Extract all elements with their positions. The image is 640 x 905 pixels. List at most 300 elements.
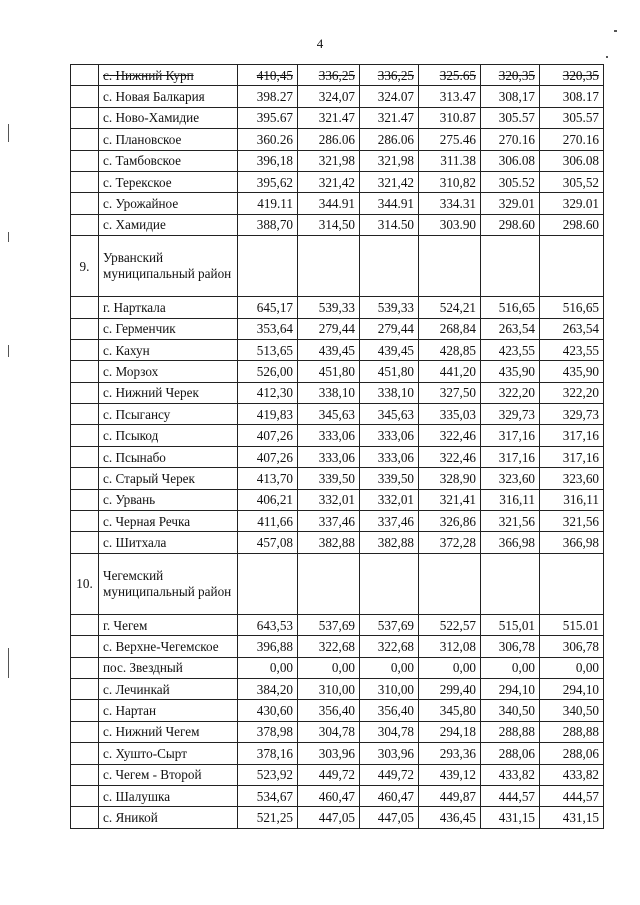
value-cell <box>360 446 419 467</box>
value-text: 382,88 <box>377 535 414 551</box>
name-text: с. Ново-Хамидие <box>103 110 200 126</box>
value-cell <box>419 511 481 532</box>
value-cell <box>481 214 540 235</box>
value-cell <box>540 236 604 297</box>
value-cell <box>481 361 540 382</box>
value-text: 340,50 <box>498 703 535 719</box>
table-row <box>71 489 604 510</box>
value-text: 308,17 <box>498 89 535 105</box>
value-cell <box>360 65 419 86</box>
value-cell <box>481 107 540 128</box>
value-cell <box>238 785 298 806</box>
value-cell <box>540 721 604 742</box>
value-text: 317,16 <box>498 428 535 444</box>
value-cell <box>540 553 604 614</box>
value-text: 324,07 <box>318 89 355 105</box>
name-text: с. Псынабо <box>103 449 166 465</box>
value-cell <box>238 614 298 635</box>
value-cell <box>298 129 360 150</box>
scan-mark <box>8 232 9 242</box>
name-text: с. Нижний Курп <box>103 67 194 83</box>
value-cell <box>360 382 419 403</box>
name-text: с. Герменчик <box>103 321 176 337</box>
value-text: 0,00 <box>511 660 535 676</box>
value-text: 294,18 <box>439 724 476 740</box>
value-cell <box>419 553 481 614</box>
value-text: 431,15 <box>498 810 535 826</box>
value-cell <box>238 297 298 318</box>
value-cell <box>540 657 604 678</box>
settlement-name <box>99 318 238 339</box>
table-row <box>71 807 604 828</box>
value-cell <box>298 764 360 785</box>
row-number <box>71 425 99 446</box>
row-number: 9. <box>71 236 99 297</box>
row-number <box>71 382 99 403</box>
value-cell <box>540 468 604 489</box>
settlement-name <box>99 489 238 510</box>
value-text: 322,20 <box>498 385 535 401</box>
value-text: 316,11 <box>499 492 535 508</box>
value-text: 516,65 <box>498 299 535 315</box>
value-cell <box>360 553 419 614</box>
value-text: 444,57 <box>562 788 599 804</box>
value-text: 321,98 <box>318 153 355 169</box>
section-row <box>71 236 604 297</box>
value-text: 321,56 <box>498 513 535 529</box>
value-cell <box>481 511 540 532</box>
value-cell <box>238 404 298 425</box>
value-cell <box>238 532 298 553</box>
value-text: 299,40 <box>439 681 476 697</box>
name-text: г. Нарткала <box>103 299 166 315</box>
row-number <box>71 721 99 742</box>
value-text: 305.52 <box>498 174 535 190</box>
value-text: 328,90 <box>439 470 476 486</box>
value-text: 412,30 <box>256 385 293 401</box>
value-cell <box>419 361 481 382</box>
value-cell <box>238 339 298 360</box>
value-text: 337,46 <box>377 513 414 529</box>
value-cell <box>360 339 419 360</box>
value-text: 515,01 <box>498 617 535 633</box>
value-cell <box>238 678 298 699</box>
value-cell <box>298 361 360 382</box>
value-cell <box>419 785 481 806</box>
value-cell <box>481 65 540 86</box>
name-text: с. Нижний Чегем <box>103 724 200 740</box>
value-text: 537,69 <box>318 617 355 633</box>
value-text: 263,54 <box>498 321 535 337</box>
value-text: 457,08 <box>256 535 293 551</box>
value-text: 523,92 <box>256 767 293 783</box>
value-cell <box>540 511 604 532</box>
value-text: 279,44 <box>377 321 414 337</box>
settlement-name <box>99 86 238 107</box>
value-cell <box>481 425 540 446</box>
value-text: 322,20 <box>562 385 599 401</box>
value-cell <box>238 318 298 339</box>
value-text: 333,06 <box>377 449 414 465</box>
value-cell <box>419 404 481 425</box>
value-cell <box>419 678 481 699</box>
value-text: 356,40 <box>318 703 355 719</box>
value-text: 0,00 <box>390 660 414 676</box>
value-text: 286.06 <box>377 131 414 147</box>
name-text: Чегемский муниципальный район <box>103 567 232 599</box>
settlement-name <box>99 361 238 382</box>
value-text: 643,53 <box>256 617 293 633</box>
settlement-name <box>99 297 238 318</box>
value-cell <box>298 65 360 86</box>
value-cell <box>481 446 540 467</box>
value-text: 433,82 <box>498 767 535 783</box>
table-row <box>71 129 604 150</box>
row-number <box>71 107 99 128</box>
value-cell <box>238 150 298 171</box>
row-number <box>71 150 99 171</box>
row-number <box>71 807 99 828</box>
settlement-name <box>99 171 238 192</box>
value-cell <box>298 807 360 828</box>
value-text: 303,96 <box>377 745 414 761</box>
table-row <box>71 171 604 192</box>
name-text: с. Кахун <box>103 342 150 358</box>
value-text: 345,63 <box>377 406 414 422</box>
name-text: с. Лечинкай <box>103 681 170 697</box>
value-text: 310.87 <box>439 110 476 126</box>
value-text: 460,47 <box>318 788 355 804</box>
value-cell <box>540 807 604 828</box>
value-cell <box>298 721 360 742</box>
value-text: 524,21 <box>439 299 476 315</box>
row-number <box>71 65 99 86</box>
section-row <box>71 553 604 614</box>
value-text: 356,40 <box>377 703 414 719</box>
section-name <box>99 236 238 297</box>
value-cell <box>540 171 604 192</box>
value-cell <box>298 171 360 192</box>
value-text: 439,45 <box>318 342 355 358</box>
value-text: 419,83 <box>256 406 293 422</box>
value-cell <box>298 404 360 425</box>
table-row <box>71 764 604 785</box>
table-row <box>71 636 604 657</box>
value-text: 395,62 <box>256 174 293 190</box>
value-cell <box>419 65 481 86</box>
value-cell <box>419 743 481 764</box>
value-cell <box>540 785 604 806</box>
value-cell <box>419 382 481 403</box>
value-cell <box>238 382 298 403</box>
value-cell <box>481 382 540 403</box>
value-text: 321.47 <box>318 110 355 126</box>
value-text: 338,10 <box>318 385 355 401</box>
settlement-name <box>99 129 238 150</box>
value-cell <box>298 446 360 467</box>
value-text: 433,82 <box>562 767 599 783</box>
value-text: 305.57 <box>498 110 535 126</box>
name-text: с. Яникой <box>103 810 158 826</box>
row-number <box>71 511 99 532</box>
value-cell <box>298 150 360 171</box>
table-body <box>71 65 604 829</box>
value-cell <box>298 382 360 403</box>
value-cell <box>238 361 298 382</box>
value-text: 0,00 <box>575 660 599 676</box>
value-text: 460,47 <box>377 788 414 804</box>
value-text: 534,67 <box>256 788 293 804</box>
value-text: 305.57 <box>562 110 599 126</box>
settlement-name <box>99 511 238 532</box>
value-cell <box>360 657 419 678</box>
value-text: 539,33 <box>377 299 414 315</box>
value-text: 324.07 <box>377 89 414 105</box>
value-text: 298.60 <box>562 217 599 233</box>
value-cell <box>419 636 481 657</box>
value-text: 317,16 <box>562 449 599 465</box>
value-text: 333,06 <box>318 449 355 465</box>
table-row <box>71 678 604 699</box>
value-text: 322,68 <box>318 638 355 654</box>
value-text: 337,46 <box>318 513 355 529</box>
value-text: 322,68 <box>377 638 414 654</box>
value-text: 353,64 <box>256 321 293 337</box>
value-cell <box>360 764 419 785</box>
table-row <box>71 150 604 171</box>
value-text: 312,08 <box>439 638 476 654</box>
name-text: с. Псыкод <box>103 428 159 444</box>
value-cell <box>238 489 298 510</box>
row-number <box>71 214 99 235</box>
name-text: с. Морзох <box>103 363 159 379</box>
value-text: 329,73 <box>498 406 535 422</box>
value-cell <box>540 129 604 150</box>
settlement-name <box>99 150 238 171</box>
table-row <box>71 107 604 128</box>
value-text: 423,55 <box>562 342 599 358</box>
value-cell <box>298 297 360 318</box>
value-cell <box>298 107 360 128</box>
value-cell <box>481 700 540 721</box>
value-cell <box>540 318 604 339</box>
value-text: 317,16 <box>498 449 535 465</box>
value-cell <box>360 614 419 635</box>
table-row <box>71 446 604 467</box>
table-row <box>71 657 604 678</box>
value-text: 306.08 <box>498 153 535 169</box>
row-number <box>71 404 99 425</box>
row-number <box>71 297 99 318</box>
value-text: 360.26 <box>256 131 293 147</box>
row-number <box>71 339 99 360</box>
value-text: 327,50 <box>439 385 476 401</box>
value-text: 329.01 <box>562 196 599 212</box>
value-cell <box>238 129 298 150</box>
value-cell <box>481 468 540 489</box>
value-text: 441,20 <box>439 363 476 379</box>
value-text: 322,46 <box>439 449 476 465</box>
value-cell <box>298 425 360 446</box>
value-cell <box>238 236 298 297</box>
value-cell <box>419 214 481 235</box>
value-cell <box>540 614 604 635</box>
value-text: 310,82 <box>439 174 476 190</box>
value-text: 336,25 <box>318 67 355 83</box>
value-text: 344.91 <box>318 196 355 212</box>
table-row <box>71 214 604 235</box>
row-number <box>71 171 99 192</box>
value-text: 372,28 <box>439 535 476 551</box>
value-text: 275.46 <box>439 131 476 147</box>
value-text: 303.90 <box>439 217 476 233</box>
value-cell <box>481 318 540 339</box>
value-cell <box>238 193 298 214</box>
table-row <box>71 318 604 339</box>
value-cell <box>298 657 360 678</box>
value-cell <box>419 86 481 107</box>
table-row <box>71 785 604 806</box>
value-cell <box>419 318 481 339</box>
value-cell <box>298 339 360 360</box>
value-cell <box>419 657 481 678</box>
table-row <box>71 404 604 425</box>
table-row <box>71 361 604 382</box>
value-text: 308.17 <box>562 89 599 105</box>
value-cell <box>419 468 481 489</box>
value-text: 516,65 <box>562 299 599 315</box>
value-cell <box>238 807 298 828</box>
value-text: 311.38 <box>440 153 476 169</box>
name-text: с. Урожайное <box>103 196 179 212</box>
value-cell <box>360 785 419 806</box>
value-cell <box>481 532 540 553</box>
value-text: 522,57 <box>439 617 476 633</box>
settlement-name <box>99 107 238 128</box>
value-cell <box>419 532 481 553</box>
value-text: 332,01 <box>318 492 355 508</box>
value-text: 0,00 <box>452 660 476 676</box>
value-cell <box>238 214 298 235</box>
value-text: 321,41 <box>439 492 476 508</box>
section-name <box>99 553 238 614</box>
value-text: 378,98 <box>256 724 293 740</box>
value-text: 366,98 <box>562 535 599 551</box>
value-cell <box>298 318 360 339</box>
value-cell <box>238 425 298 446</box>
value-cell <box>419 297 481 318</box>
value-cell <box>540 489 604 510</box>
value-text: 313.47 <box>439 89 476 105</box>
value-text: 303,96 <box>318 745 355 761</box>
row-number <box>71 636 99 657</box>
value-text: 325.65 <box>439 67 476 83</box>
value-text: 449,72 <box>377 767 414 783</box>
value-cell <box>481 721 540 742</box>
value-cell <box>481 785 540 806</box>
value-cell <box>540 107 604 128</box>
value-cell <box>419 446 481 467</box>
value-cell <box>540 86 604 107</box>
table-row <box>71 425 604 446</box>
value-cell <box>540 636 604 657</box>
name-text: с. Тамбовское <box>103 153 182 169</box>
settlement-name <box>99 614 238 635</box>
value-cell <box>481 657 540 678</box>
row-number <box>71 764 99 785</box>
value-text: 335,03 <box>439 406 476 422</box>
value-cell <box>360 468 419 489</box>
value-cell <box>360 532 419 553</box>
value-text: 384,20 <box>256 681 293 697</box>
value-cell <box>481 404 540 425</box>
row-number <box>71 446 99 467</box>
value-text: 406,21 <box>256 492 293 508</box>
row-number <box>71 129 99 150</box>
row-number <box>71 318 99 339</box>
value-cell <box>360 318 419 339</box>
name-text: с. Терекское <box>103 174 172 190</box>
settlement-name <box>99 65 238 86</box>
table-row <box>71 468 604 489</box>
name-text: с. Плановское <box>103 131 182 147</box>
value-text: 268,84 <box>439 321 476 337</box>
value-cell <box>238 511 298 532</box>
value-cell <box>481 636 540 657</box>
table-row <box>71 511 604 532</box>
value-text: 0,00 <box>331 660 355 676</box>
value-text: 513,65 <box>256 342 293 358</box>
page-number: 4 <box>316 36 324 51</box>
value-cell <box>481 129 540 150</box>
name-text: с. Шитхала <box>103 535 167 551</box>
value-cell <box>360 297 419 318</box>
value-cell <box>419 807 481 828</box>
table-row <box>71 65 604 86</box>
value-cell <box>540 339 604 360</box>
value-text: 322,46 <box>439 428 476 444</box>
value-text: 332,01 <box>377 492 414 508</box>
value-cell <box>238 636 298 657</box>
value-cell <box>481 86 540 107</box>
value-cell <box>419 171 481 192</box>
name-text: с. Старый Черек <box>103 470 195 486</box>
value-text: 436,45 <box>439 810 476 826</box>
value-cell <box>481 193 540 214</box>
value-text: 382,88 <box>318 535 355 551</box>
value-cell <box>481 171 540 192</box>
value-cell <box>419 107 481 128</box>
value-text: 339,50 <box>377 470 414 486</box>
row-number <box>71 657 99 678</box>
value-text: 645,17 <box>256 299 293 315</box>
value-cell <box>298 700 360 721</box>
value-cell <box>238 553 298 614</box>
value-text: 398.27 <box>256 89 293 105</box>
value-text: 407,26 <box>256 428 293 444</box>
value-text: 336,25 <box>377 67 414 83</box>
scan-mark <box>8 648 9 678</box>
settlement-name <box>99 446 238 467</box>
value-cell <box>481 236 540 297</box>
value-cell <box>360 150 419 171</box>
value-cell <box>360 425 419 446</box>
value-cell <box>540 214 604 235</box>
value-text: 314,50 <box>318 217 355 233</box>
row-number <box>71 489 99 510</box>
value-text: 407,26 <box>256 449 293 465</box>
name-text: с. Хушто-Сырт <box>103 745 187 761</box>
